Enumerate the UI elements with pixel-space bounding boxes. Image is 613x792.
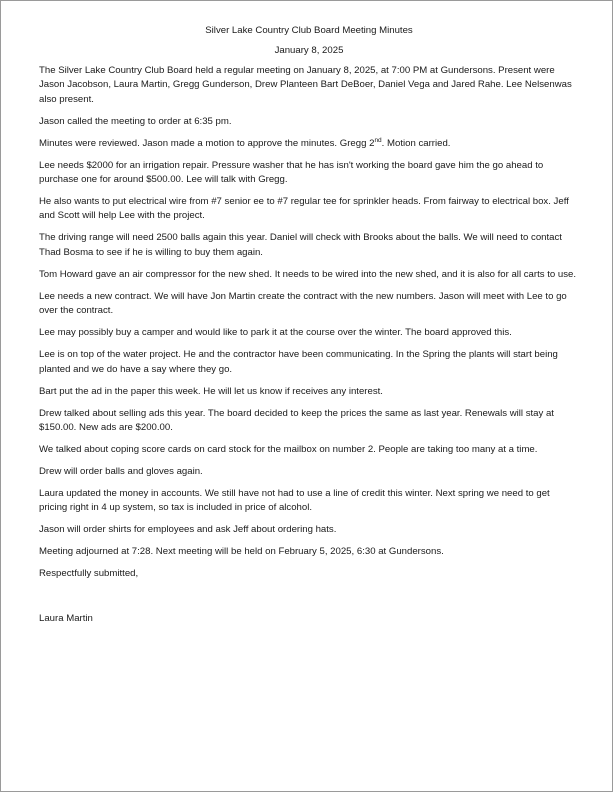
paragraph-irrigation-repair: Lee needs $2000 for an irrigation repair. Pressure washer that he has isn't working the board gave him the go ahead to purchase one for around $500.00. Lee will talk with Gregg. [39, 159, 544, 186]
document-title: Silver Lake Country Club Board Meeting Minutes [205, 25, 413, 36]
paragraph-newspaper-ad: Bart put the ad in the paper this week. He will let us know if receives any interest. [39, 385, 383, 397]
minutes-review-text-end: . Motion carried. [381, 137, 451, 149]
paragraph-water-project: Lee is on top of the water project. He and the contractor have been communicating. In the Spring the plants will start being planted and we do have a say where they go. [39, 349, 558, 375]
paragraph-adjourned: Meeting adjourned at 7:28. Next meeting will be held on February 5, 2025, 6:30 at Gundersons. [39, 546, 444, 558]
paragraph-shirts: Jason will order shirts for employees and ask Jeff about ordering hats. [39, 524, 337, 536]
minutes-body [39, 24, 579, 634]
paragraph-call-to-order: Jason called the meeting to order at 6:35 pm. [39, 115, 232, 127]
paragraph-balls-gloves: Drew will order balls and gloves again. [39, 466, 203, 478]
paragraph-air-compressor: Tom Howard gave an air compressor for the new shed. It needs to be wired into the new shed, and it is also for all carts to use. [39, 268, 576, 280]
paragraph-selling-ads: Drew talked about selling ads this year. The board decided to keep the prices the same as last year. Renewals will stay at $150.00. New ads are $200.00. [39, 407, 554, 434]
paragraph-score-cards: We talked about coping score cards on card stock for the mailbox on number 2. People are taking too many at a time. [39, 444, 538, 456]
paragraph-minutes-review [39, 137, 579, 151]
minutes-review-text: Minutes were reviewed. Jason made a motion to approve the minutes. Gregg 2 [39, 137, 375, 149]
paragraph-attendance: The Silver Lake Country Club Board held a regular meeting on January 8, 2025, at 7:00 PM at Gundersons. Present were Jason Jacobson, Laura Martin, Gregg Gunderson, Drew Planteen Bart DeBoer, Daniel Vega and Jared Rahe. Lee Nelsenwas also present. [39, 64, 572, 105]
meeting-date: January 8, 2025 [274, 45, 344, 57]
paragraph-new-contract: Lee needs a new contract. We will have Jon Martin create the contract with the new numbers. Jason will meet with Lee to go over the contract. [39, 290, 567, 317]
paragraph-driving-range: The driving range will need 2500 balls again this year. Daniel will check with Brooks about the balls. We will need to contact Thad Bosma to see if he is willing to buy them again. [39, 232, 562, 258]
paragraph-closing: Respectfully submitted, [39, 568, 139, 580]
ordinal-superscript: nd [374, 136, 382, 144]
signature-name: Laura Martin [39, 612, 93, 624]
paragraph-accounts: Laura updated the money in accounts. We still have not had to use a line of credit this winter. Next spring we need to get pricing right in 4 up system, so tax is included in price of alcohol. [39, 488, 550, 514]
paragraph-camper: Lee may possibly buy a camper and would like to park it at the course over the winter. The board approved this. [39, 327, 512, 339]
paragraph-electrical-wire: He also wants to put electrical wire from #7 senior ee to #7 regular tee for sprinkler heads. From fairway to electrical box. Jeff and Scott will help Lee with the project. [39, 196, 569, 222]
